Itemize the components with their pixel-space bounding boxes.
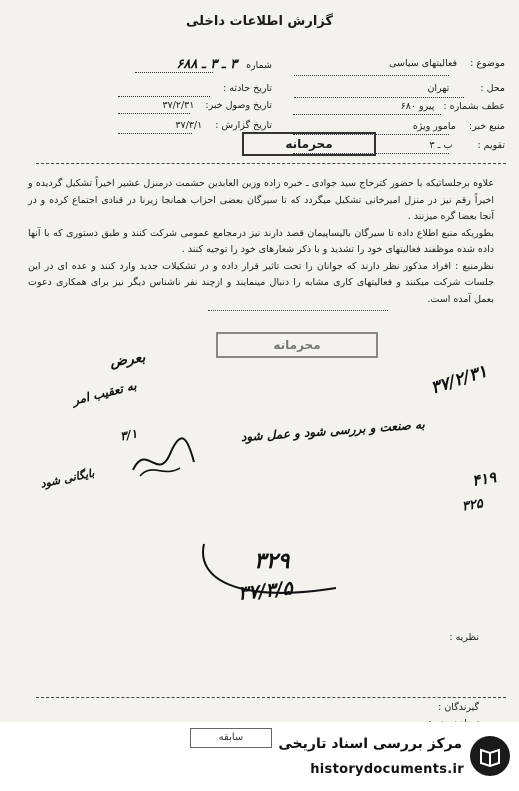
confidential-stamp-top: محرمانه bbox=[242, 132, 376, 156]
footer-separator bbox=[36, 697, 506, 698]
subject-dotline bbox=[294, 75, 449, 76]
handwritten-note-followup: به تعقیب امر bbox=[71, 378, 138, 408]
book-icon bbox=[470, 736, 510, 776]
subject-value: فعالیتهای سیاسی bbox=[389, 58, 458, 69]
reference-row bbox=[275, 101, 505, 112]
reference-label: عطف بشماره : bbox=[443, 101, 505, 112]
handwritten-note-submit: بعرض bbox=[109, 349, 147, 371]
confidential-stamp-middle: محرمانه bbox=[216, 332, 378, 358]
handwritten-note-archive: بایگانی شود bbox=[39, 466, 96, 491]
report-date-dotline bbox=[118, 133, 192, 134]
location-label: محل : bbox=[480, 83, 505, 94]
handwritten-date: ۳۷/۲/۳۱ bbox=[428, 361, 490, 399]
signature-mark bbox=[128, 432, 198, 482]
history-stamp: سابقه bbox=[190, 728, 272, 748]
handwritten-instruction: به صنعت و بررسی شود و عمل شود bbox=[240, 417, 426, 445]
watermark-site: historydocuments.ir bbox=[310, 762, 464, 777]
location-row bbox=[275, 83, 505, 94]
handwritten-right-number-2: ۳۲۵ bbox=[460, 496, 485, 515]
header-separator bbox=[36, 163, 506, 164]
report-date-value: ۳۷/۳/۱ bbox=[175, 120, 203, 131]
source-value: مامور ویژه bbox=[412, 121, 456, 132]
report-date-label: تاریخ گزارش : bbox=[215, 120, 272, 131]
handwritten-note-date: ۳/۱ bbox=[118, 426, 139, 444]
event-date-dotline bbox=[118, 96, 210, 97]
location-dotline bbox=[294, 97, 464, 98]
reference-dotline bbox=[293, 114, 441, 115]
number-value: ۳ ـ ۳ ـ ۶۸۸ bbox=[176, 57, 238, 72]
report-title: گزارش اطلاعات داخلی bbox=[186, 14, 333, 29]
recipients-label: گیرندگان : bbox=[438, 702, 479, 713]
event-date-label: تاریخ حادثه : bbox=[223, 83, 272, 94]
subject-row bbox=[275, 58, 505, 69]
received-date-dotline bbox=[118, 113, 190, 114]
number-label: شماره bbox=[246, 60, 272, 71]
handwritten-bottom-number: ۳۲۹ bbox=[254, 548, 290, 574]
report-date-row bbox=[112, 120, 272, 131]
archive-logo-icon bbox=[470, 736, 510, 776]
subject-label: موضوع : bbox=[470, 58, 505, 69]
handwritten-bottom-date: ۳۷/۳/۵ bbox=[237, 577, 294, 605]
watermark-center-name: مرکز بررسی اسناد تاریخی bbox=[278, 736, 462, 752]
received-date-label: تاریخ وصول خبر: bbox=[205, 100, 272, 111]
report-body bbox=[28, 176, 494, 308]
reference-value: پیرو ۶۸۰ bbox=[400, 101, 435, 112]
number-row bbox=[112, 57, 272, 72]
handwritten-right-number: ۴۱۹ bbox=[470, 468, 498, 490]
body-paragraph: علاوه برجلساتیکه با حضور کترحاج سید جوادی ـ خبره زاده وزین العابدین حشمت درمنزل عشیر اخیراً تشکیل گردیده و اخیراً رقم نیز در منزل امیرخانی تشکیل میگردد که تا سیرگان بعضی احزاب همانجا زیرنا در قنادی اجتماع کرده و در آنجا بعضا گره میزنند . bbox=[28, 178, 494, 222]
body-paragraph: نظرمنبع : افراد مذکور نظر دارند که جوانان را تحت تاثیر قرار داده و در تشکیلات جدید وارد کنند و عده ای در این جلسات شرکت میکنند و فعالیتهای کاری مشابه را دنبال مینمایند و ازچند نفر ناشناس دیگر نیز برای همکاری دعوت بعمل آمده است. bbox=[28, 260, 494, 305]
evaluation-label: تقویم : bbox=[477, 140, 505, 151]
location-value: تهران bbox=[427, 83, 450, 94]
body-paragraph: بطوریکه منبع اطلاع داده تا سیرگان بالیساپیمان قصد دارند نیز درمجامع عمومی شرکت کنند و طبق دستوری که با آنها داده شده موظفند فعالیتهای خود را تشدید و با ذکر شعارهای خود را توجیه کنند . bbox=[28, 227, 494, 255]
body-end-dotline bbox=[208, 310, 388, 311]
source-label: منبع خبر: bbox=[468, 121, 505, 132]
received-date-value: ۳۷/۲/۳۱ bbox=[162, 100, 195, 111]
evaluation-value: ب ـ ۳ bbox=[429, 140, 453, 151]
event-date-row bbox=[112, 83, 272, 94]
received-date-row bbox=[112, 100, 272, 111]
source-row bbox=[275, 121, 505, 132]
number-dotline bbox=[135, 72, 213, 73]
opinion-label: نظریه : bbox=[449, 632, 479, 643]
